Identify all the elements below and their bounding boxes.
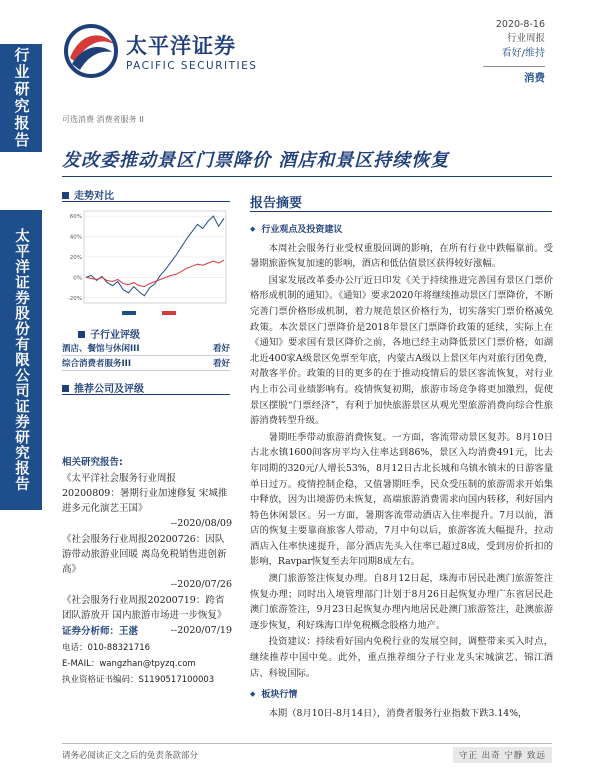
- pacific-logo-icon: [62, 22, 120, 80]
- sub-rating-heading: [78, 326, 140, 341]
- logo-chinese: 太平洋证券: [126, 34, 236, 58]
- related-report-date: --2020/07/19: [170, 625, 232, 636]
- recommend-divider: [62, 394, 230, 395]
- sub-rating-label: 子行业评级: [90, 330, 140, 341]
- sub-rating-table: [62, 341, 230, 371]
- related-report-date: --2020/08/09: [170, 518, 232, 529]
- related-report-title: 《社会服务行业周报20200719：跨省团队游放开 国内旅游市场进一步恢复》: [62, 595, 227, 621]
- analyst-license: 执业资格证书编码：S1190517100003: [62, 675, 215, 685]
- trend-divider: [62, 201, 230, 202]
- report-type: 行业周报: [506, 33, 545, 44]
- related-report-title: 《太平洋社会服务行业周报20200809：暑期行业加速修复 宋城推进多元化演艺王国》: [62, 473, 228, 514]
- summary-divider: [250, 211, 552, 212]
- chart-y-tick-label: 20%: [69, 255, 82, 261]
- chart-y-tick-label: 40%: [69, 234, 82, 241]
- report-date: 2020-8-16: [495, 19, 545, 30]
- recommend-label: 推荐公司及评级: [74, 384, 144, 395]
- rating-sector-name: 综合消费者服务III: [62, 359, 131, 369]
- trend-heading: [62, 187, 114, 202]
- band-industry-report: 行业研究报告: [0, 44, 42, 152]
- summary-paragraph: 本期（8月10日-8月14日），消费者服务行业指数下跌3.14%，: [268, 707, 528, 719]
- summary-title: 报告摘要: [250, 196, 303, 211]
- report-meta: [496, 18, 545, 61]
- square-bullet-icon: [62, 385, 69, 392]
- chart-y-tick-label: 0%: [73, 275, 82, 282]
- chart-legend-swatch-2: [162, 311, 176, 315]
- footer-motto: 守正 出奇 宁静 致远: [453, 747, 552, 763]
- rating-sector-name: 酒店、餐馆与休闲III: [62, 344, 140, 354]
- rating-row: [62, 341, 230, 356]
- summary-paragraph: 暑期旺季带动旅游消费恢复。一方面，客流带动景区复苏。8月10日古北水镇1600间客房平均入住率达到86%，景区入均消费491元，比去年同期的320元/人增长53%，8月12日古北长城和乌镇水镇末的日游客量单日过万。疫情控制企稳，又值暑期旺季，民众受压制的旅游需求开始集中释放，因为出境游仍未恢复，高端旅游消费需求向国内转移，利好国内特色休闲景区。另一方面，暑期客流带动酒店入住率提升。7月以前，酒店的恢复主要靠商旅客人带动，7月中旬以后，旅游客流大幅提升，拉动酒店入住率快速提升，部分酒店先头入住率已超过8成，受到房价折扣的影响，Ravpar恢复至去年同期8成左右。: [250, 431, 553, 568]
- related-report-item[interactable]: [62, 532, 232, 592]
- footer-disclaimer: 请务必阅读正文之后的免责条款部分: [62, 751, 199, 761]
- section-bullet-market: ◆ 板块行情: [250, 687, 553, 704]
- analyst-name: 证券分析师：王湛: [62, 626, 139, 637]
- chart-y-tick-label: 60%: [69, 214, 82, 221]
- title-divider: [62, 176, 552, 177]
- trend-label: 走势对比: [74, 191, 114, 202]
- rating-value: 看好: [212, 359, 230, 369]
- page-footer: [62, 743, 552, 763]
- section-bullet-views: ◆ 行业观点及投资建议: [250, 222, 553, 239]
- analyst-email[interactable]: E-MAIL：wangzhan@tpyzq.com: [62, 659, 196, 669]
- industry-rating: 看好/维持: [501, 48, 545, 59]
- rating-row: [62, 356, 230, 371]
- summary-paragraph: 本周社会服务行业受权重股回调的影响，在所有行业中跌幅靠前。受暑期旅游恢复加速的影响，酒店和低估值景区获得较好涨幅。: [250, 242, 553, 270]
- company-logo: [62, 22, 272, 82]
- analyst-phone: 电话：010-88321716: [62, 643, 151, 653]
- square-bullet-icon: [78, 331, 85, 338]
- recommend-heading: [62, 380, 144, 395]
- logo-english: PACIFIC SECURITIES: [126, 60, 258, 72]
- left-band: [0, 0, 42, 776]
- band-company-name: 太平洋证券股份有限公司证券研究报告: [0, 210, 42, 510]
- related-heading: 相关研究报告:: [62, 457, 123, 468]
- meta-divider: [483, 66, 545, 67]
- related-reports: [62, 455, 232, 639]
- industry-tagline: 可选消费 消费者服务 II: [62, 115, 144, 124]
- related-report-item[interactable]: [62, 471, 232, 531]
- report-title: 发改委推动景区门票降价 酒店和景区持续恢复: [62, 150, 450, 171]
- chart-y-tick-label: -20%: [67, 295, 82, 302]
- summary-paragraph: 澳门旅游签注恢复办理。自8月12日起，珠海市居民赴澳门旅游签注恢复办理；同时出入境管理部门计划于8月26日起恢复办理广东省居民赴澳门旅游签注，9月23日起恢复办理内地居民赴澳门旅游签注，赴澳旅游逐步恢复，利好珠海口岸免税概念股格力地产。: [250, 573, 553, 631]
- square-bullet-icon: [62, 192, 69, 199]
- rating-value: 看好: [212, 344, 230, 354]
- summary-paragraph: 投资建议：持续看好国内免税行业的发展空间，调整带来买入时点，继续推荐中国中免。此外，重点推荐细分子行业龙头宋城演艺、锦江酒店、科锐国际。: [250, 636, 553, 679]
- analyst-info: [62, 624, 237, 688]
- trend-chart: [62, 205, 230, 320]
- related-report-title: 《社会服务行业周报20200726：因队游带动旅游业回暖 离岛免税销售进创新高》: [62, 534, 227, 575]
- chart-series-line-1: [86, 216, 224, 296]
- chart-legend-swatch-1: [122, 311, 136, 315]
- summary-body: [250, 221, 553, 722]
- sector-label: 消费: [524, 72, 545, 84]
- related-report-date: --2020/07/26: [170, 579, 232, 590]
- summary-paragraph: 国家发展改革委办公厅近日印发《关于持续推进完善国有景区门票价格形成机制的通知》。《通知》要求2020年将继续推动景区门票降价，不断完善门票价格形成机制，着力规范景区价格行为，切实落实门票价格减免政策。本次景区门票降价是2018年景区门票降价政策的延续，实际上在《通知》要求国有景区降价之前，各地已经主动降低景区门票价格，如湖北近400家A级景区免票至年底，内蒙古A级以上景区年内对旅行团免费，对散客半价。政策的目的更多的在于推动疫情后的景区客流恢复，对行业内上市公司业绩影响有。疫情恢复初期，旅游市场竞争将更加激烈，促使景区摆脱“门票经济”，有利于加快旅游景区从观光型旅游消费向综合性旅游消费转型升级。: [250, 274, 553, 427]
